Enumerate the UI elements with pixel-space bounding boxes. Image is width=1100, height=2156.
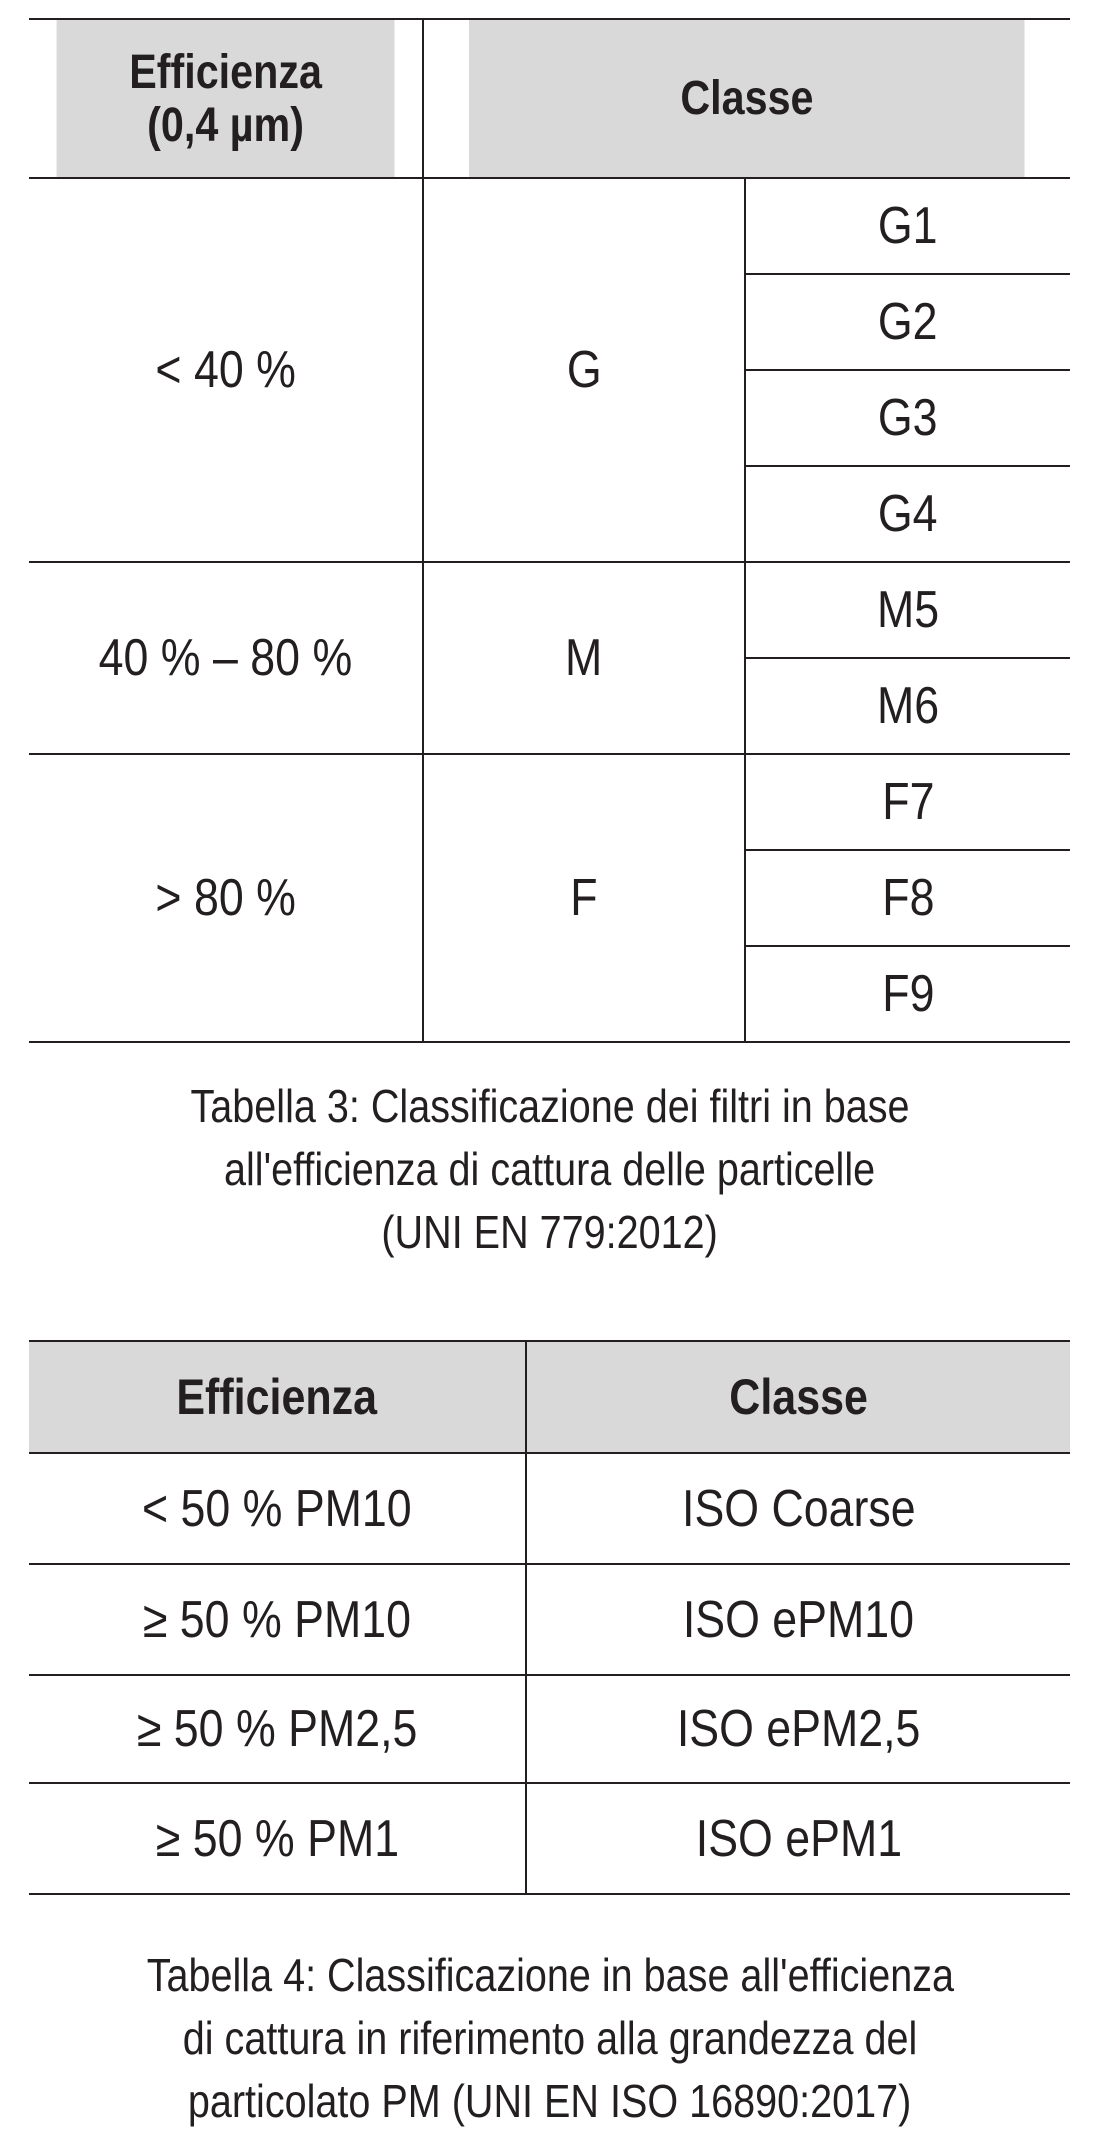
efficiency-cell: ≥ 50 % PM2,5 (29, 1675, 526, 1783)
table-header (29, 1341, 1070, 1453)
table-row (29, 754, 1070, 850)
class-cell: M5 (745, 562, 1070, 658)
efficiency-cell: < 50 % PM10 (29, 1453, 526, 1564)
table-4-caption (0, 1944, 1100, 2133)
efficiency-cell: ≥ 50 % PM1 (29, 1783, 526, 1894)
caption-line: di cattura in riferimento alla grandezza del (182, 2012, 918, 2064)
group-cell: G (423, 178, 745, 562)
class-cell: G3 (745, 370, 1070, 466)
class-cell: ISO ePM2,5 (526, 1675, 1070, 1783)
caption-line: Tabella 4: Classificazione in base all'efficienza (146, 1949, 954, 2001)
class-cell: G4 (745, 466, 1070, 562)
table-header (29, 19, 1070, 178)
group-cell: F (423, 754, 745, 1042)
table-row (29, 1675, 1070, 1783)
table-row (29, 178, 1070, 274)
header-efficiency (57, 19, 396, 178)
caption-line: (UNI EN 779:2012) (381, 1206, 719, 1258)
efficiency-cell: 40 % – 80 % (29, 562, 423, 754)
header-efficiency-label: Efficienza (129, 45, 322, 99)
group-cell: M (423, 562, 745, 754)
filter-classification-table-en779 (29, 18, 1070, 1043)
efficiency-cell: < 40 % (29, 178, 423, 562)
class-cell: ISO Coarse (526, 1453, 1070, 1564)
efficiency-cell: > 80 % (29, 754, 423, 1042)
class-cell: G1 (745, 178, 1070, 274)
table-row (29, 1564, 1070, 1675)
caption-line: Tabella 3: Classificazione dei filtri in base (190, 1080, 910, 1132)
class-cell: G2 (745, 274, 1070, 370)
caption-line: all'efficienza di cattura delle particelle (224, 1143, 876, 1195)
class-cell: M6 (745, 658, 1070, 754)
table-row (29, 1783, 1070, 1894)
class-cell: F9 (745, 946, 1070, 1042)
class-cell: ISO ePM10 (526, 1564, 1070, 1675)
table-row (29, 562, 1070, 658)
header-efficiency-unit: (0,4 µm) (147, 98, 304, 152)
caption-line: particolato PM (UNI EN ISO 16890:2017) (188, 2075, 912, 2127)
efficiency-cell: ≥ 50 % PM10 (29, 1564, 526, 1675)
header-efficiency: Efficienza (29, 1341, 526, 1453)
class-cell: ISO ePM1 (526, 1783, 1070, 1894)
header-class: Classe (526, 1341, 1070, 1453)
class-cell: F7 (745, 754, 1070, 850)
filter-classification-table-iso16890 (29, 1340, 1070, 1895)
table-3-caption (0, 1075, 1100, 1264)
table-row (29, 1453, 1070, 1564)
header-class: Classe (468, 19, 1024, 178)
class-cell: F8 (745, 850, 1070, 946)
